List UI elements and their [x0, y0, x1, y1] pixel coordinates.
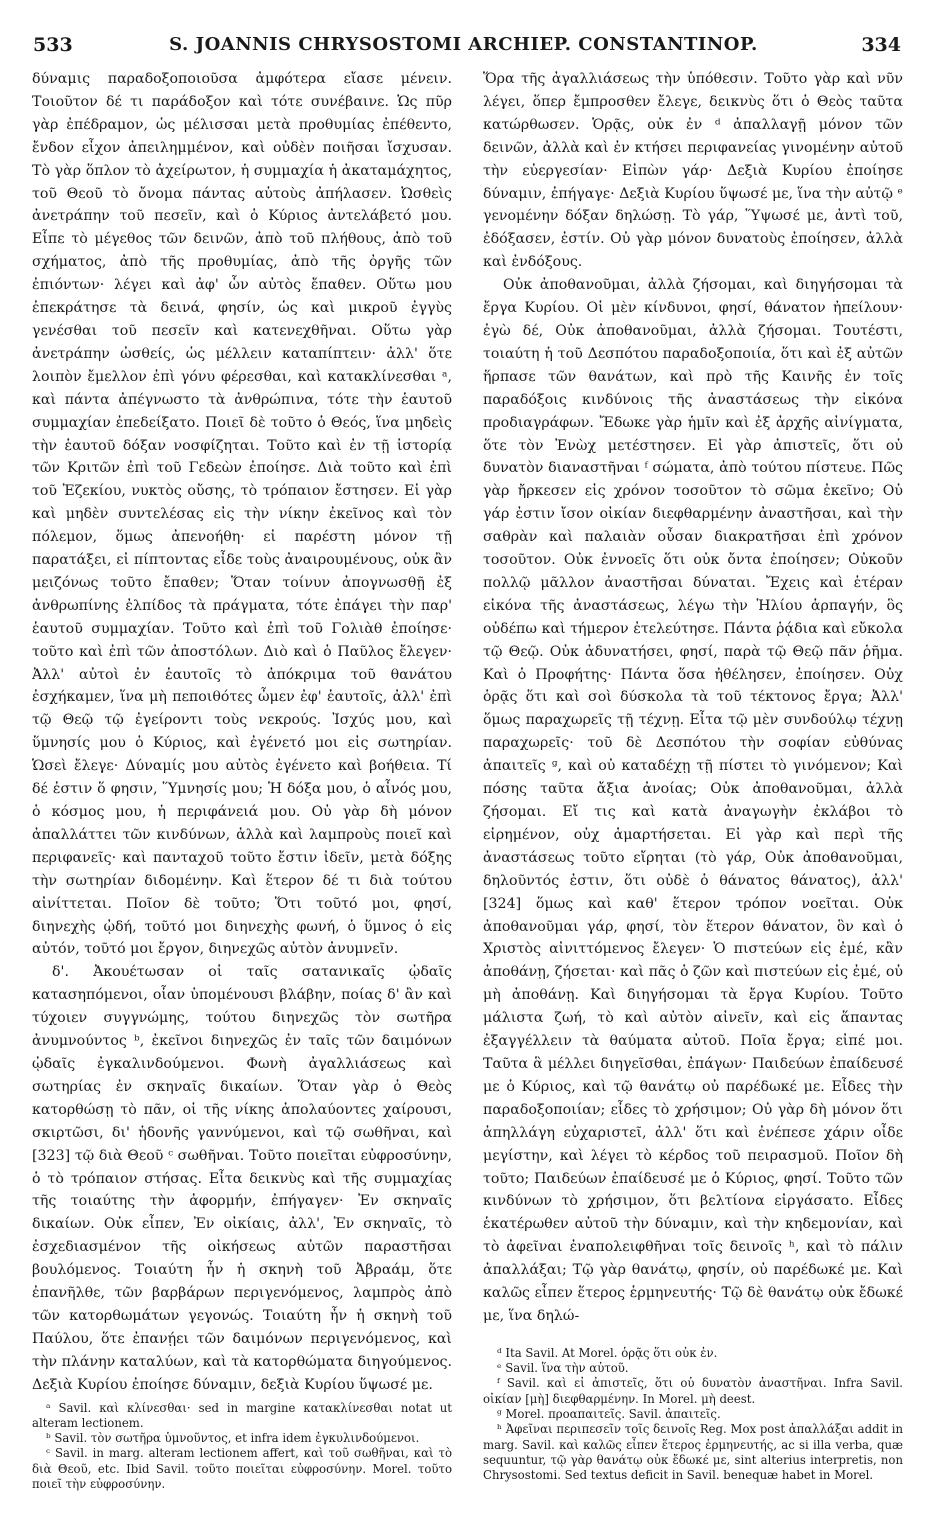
page-header [0, 0, 927, 70]
footnote-f: ᶠ Savil. καὶ εἰ ἀπιστεῖς, ὅτι οὐ δυνατὸν ἀναστῆναι. Infra Savil. οἰκίαν [μὴ] διεφθαρμένην. In Morel. μὴ deest. [483, 1376, 903, 1406]
footnote-b: ᵇ Savil. τὸν σωτῆρα ὑμνοῦντος, et infra idem ἐγκυλινδούμενοι. [46, 1431, 420, 1446]
left-paragraph-1: δύναμις παραδοξοποιοῦσα ἀμφότερα εἴασε μένειν. Τοιοῦτον δέ τι παράδοξον καὶ τότε συνέβαινε. Ὡς πῦρ γὰρ ἐπέδραμον, ὡς μέλισσαι μετὰ προθυμίας ἐπέθεντο, ἔνδον εἶχον ἀπειλημμένον, καὶ οὐδὲν ποιῆσαι ἴσχυσαν. Τὸ γὰρ ὅπλον τὸ ἀχείρωτον, ἡ συμμαχία ἡ ἀκαταμάχητος, τοῦ Θεοῦ τὸ ὄνομα πάντας αὐτοὺς ἀπήλασεν. Ὠσθεὶς ἀνετράπην τοῦ πεσεῖν, καὶ ὁ Κύριος ἀντελάβετό μου. Εἶπε τὸ μέγεθος τῶν δεινῶν, ἀπὸ τοῦ πλήθους, ἀπὸ τοῦ σχήματος, ἀπὸ τῆς προθυμίας, ἀπὸ τῆς ὀργῆς τῶν ἐπιόντων· λέγει καὶ ἀφ' ὧν αὐτὸς ἔπαθεν. Οὕτω μου ἐπεκράτησε τὰ δεινά, φησίν, ὡς καὶ μικροῦ ἐγγὺς γενέσθαι τοῦ πεσεῖν καὶ κατενεχθῆναι. Οὕτω γὰρ ἀνετράπην ὠσθείς, ὡς μέλλειν καταπίπτειν· ἀλλ' ὅτε λοιπὸν ἔμελλον ἐπὶ γόνυ φέρεσθαι, καὶ κατακλίνεσθαι ᵃ, καὶ πάντα ἀπέγνωστο τὰ ἀνθρώπινα, τότε τὴν ἑαυτοῦ συμμαχίαν ἐπεδείξατο. Ποιεῖ δὲ τοῦτο ὁ Θεός, ἵνα μηδεὶς τὴν ἑαυτοῦ δόξαν νοσφίζηται. Τοῦτο καὶ ἐν τῇ ἱστορίᾳ τῶν Κριτῶν ἐπὶ τοῦ Γεδεὼν ἐποίησε. Διὰ τοῦτο καὶ ἐπὶ τοῦ Ἐζεκίου, νυκτὸς οὔσης, τὸ τρόπαιον ἔστησεν. Εἰ γὰρ καὶ μηδὲν συντελέσας εἰς τὴν νίκην ἐκεῖνος καὶ τὸν πόλεμον, ὅμως ἀπενοήθη· εἰ παρέστη μόνον τῇ παρατάξει, εἰ πίπτοντας εἶδε τοὺς ἀναιρουμένους, οὐκ ἂν μειζόνως τοῦτο ἔπαθεν; Ὅταν τοίνυν ἀπογνωσθῇ ἐξ ἀνθρωπίνης ἐλπίδος τὰ πράγματα, τότε ἐπάγει τὴν παρ' ἑαυτοῦ συμμαχίαν. Τοῦτο καὶ ἐπὶ τοῦ Γολιὰθ ἐποίησε· τοῦτο καὶ ἐπὶ τῶν ἀποστόλων. Διὸ καὶ ὁ Παῦλος ἔλεγεν· Ἀλλ' αὐτοὶ ἐν ἑαυτοῖς τὸ ἀπόκριμα τοῦ θανάτου ἐσχήκαμεν, ἵνα μὴ πεποιθότες ὦμεν ἐφ' ἑαυτοῖς, ἀλλ' ἐπὶ τῷ Θεῷ τῷ ἐγείροντι τοὺς νεκρούς. Ἰσχύς μου, καὶ ὕμνησίς μου ὁ Κύριος, καὶ ἐγένετό μοι εἰς σωτηρίαν. Ὡσεὶ ἔλεγε· Δύναμίς μου αὐτὸς ἐγένετο καὶ βοήθεια. Τί δέ ἐστιν ὅ φησιν, Ὕμνησίς μου; Ἡ δόξα μου, ὁ αἶνός μου, ὁ κόσμος μου, ἡ περιφάνειά μου. Οὐ γὰρ δὴ μόνον ἀπαλλάττει τῶν κινδύνων, ἀλλὰ καὶ λαμπροὺς ποιεῖ καὶ περιφανεῖς· καὶ πανταχοῦ τοῦτο ἔστιν ἰδεῖν, μετὰ δόξης τὴν σωτηρίαν διδομένην. Καὶ ἕτερον δέ τι διὰ τούτου αἰνίττεται. Ποῖον δὲ τοῦτο; Ὅτι τοῦτό μοι, φησί, διηνεχὴς ᾠδή, τοῦτό μοι διηνεχὴς φωνή, ὁ ὕμνος ὁ εἰς αὐτόν, τοῦτό μοι ἔργον, διηνεχῶς αὐτὸν ἀνυμνεῖν. [32, 71, 452, 958]
right-column [483, 68, 903, 1530]
right-footnotes [483, 1346, 903, 1484]
footnote-d: ᵈ Ita Savil. At Morel. ὁρᾷς ὅτι οὐκ ἐν. [497, 1345, 718, 1360]
footnote-a: ᵃ Savil. καὶ κλίνεσθαι· sed in margine κατακλίνεσθαι notat ut alteram lectionem. [32, 1400, 452, 1430]
left-column [32, 68, 452, 1530]
footnote-g: ᵍ Morel. προαπαιτεῖς. Savil. ἀπαιτεῖς. [497, 1407, 721, 1422]
footnote-e: ᵉ Savil. ἵνα τὴν αὐτοῦ. [497, 1361, 629, 1376]
left-footnotes [32, 1401, 452, 1493]
footnote-h: ʰ Ἀφεῖναι περιπεσεῖν τοῖς δεινοῖς Reg. Mox post ἀπαλλάξαι addit in marg. Savil. καὶ καλῶς εἶπεν ἕτερος ἑρμηνευτής, ac si illa verba, quæ sequuntur, τῷ γὰρ θανάτῳ οὐκ ἔδωκέ με, sint alterius interpretis, non Chrysostomi. Sed textus deficit in Savil. benequæ habet in Morel. [483, 1422, 903, 1483]
left-paragraph-2: δ'. Ἀκουέτωσαν οἱ ταῖς σατανικαῖς ᾠδαῖς κατασηπόμενοι, οἷαν ὑπομένουσι βλάβην, ποίας δ' ἂν καὶ τύχοιεν συγγνώμης, τούτου διηνεχῶς τὸν σωτῆρα ἀνυμνούντος ᵇ, ἐκεῖνοι διηνεχῶς ἐν ταῖς τῶν δαιμόνων ᾠδαῖς ἐγκαλινδούμενοι. Φωνὴ ἀγαλλιάσεως καὶ σωτηρίας ἐν σκηναῖς δικαίων. Ὅταν γὰρ ὁ Θεὸς κατορθώσῃ τὸ πᾶν, οἱ τῆς νίκης ἀπολαύοντες χαίρουσι, σκιρτῶσι, δι' ἡδονῆς γαννύμενοι, καὶ τῷ σωθῆναι, καὶ [323] τῷ διὰ Θεοῦ ᶜ σωθῆναι. Τοῦτο ποιεῖται εὐφροσύνην, ὁ τὸ τρόπαιον στήσας. Εἶτα δεικνὺς καὶ τῆς συμμαχίας τῆς τοιαύτης τὴν ἀφορμήν, ἐπήγαγεν· Ἐν σκηναῖς δικαίων. Οὐκ εἶπεν, Ἐν οἰκίαις, ἀλλ', Ἐν σκηναῖς, τὸ ἐσχεδιασμένον τῆς οἰκήσεως αὐτῶν παραστῆσαι βουλόμενος. Τοιαύτη ἦν ἡ σκηνὴ τοῦ Ἀβραάμ, ὅτε ἐπανῆλθε, τῶν βαρβάρων περιγενόμενος, λαμπρὸς ἀπὸ τῶν κατορθωμάτων γεγονώς. Τοιαύτη ἦν ἡ σκηνὴ τοῦ Παύλου, ὅτε ἐπανῄει τῶν δαιμόνων περιγενόμενος, καὶ τὴν πλάνην καταλύων, καὶ τὰ κατορθώματα διηγούμενος. Δεξιὰ Κυρίου ἐποίησε δύναμιν, δεξιὰ Κυρίου ὕψωσέ με. [32, 964, 452, 1393]
right-paragraph-2: Οὐκ ἀποθανοῦμαι, ἀλλὰ ζήσομαι, καὶ διηγήσομαι τὰ ἔργα Κυρίου. Οἱ μὲν κίνδυνοι, φησί, θάνατον ἠπείλουν· ἐγὼ δέ, Οὐκ ἀποθανοῦμαι, ἀλλὰ ζήσομαι. Τουτέστι, τοιαύτη ἡ τοῦ Δεσπότου παραδοξοποιία, ὅτι καὶ ἐξ αὐτῶν ἥρπασε τῶν θανάτων, καὶ πρὸ τῆς Καινῆς ἐν τοῖς παραδόξοις κινδύνοις τῆς ἀναστάσεως τὴν εἰκόνα προδιαγράφων. Ἔδωκε γὰρ ἡμῖν καὶ ἐξ ἀρχῆς αἰνίγματα, ὅτε τὸν Ἐνὼχ μετέστησεν. Εἰ γὰρ ἀπιστεῖς, ὅτι οὐ δυνατὸν διαναστῆναι ᶠ σώματα, ἀπὸ τούτου πίστευε. Πῶς γὰρ ἤρκεσεν εἰς χρόνον τοσοῦτον τὸ σῶμα ἐκεῖνο; Οὐ γάρ ἐστιν ἴσον οἰκίαν διεφθαρμένην ἀναστῆσαι, καὶ τὴν σαθρὰν καὶ παλαιὰν οὖσαν διακρατῆσαι ἐπὶ χρόνον τοσοῦτον. Οὐκ ἐννοεῖς ὅτι οὐκ ὄντα ἐποίησεν; Οὐκοῦν πολλῷ μᾶλλον ἀναστῆσαι δύναται. Ἔχεις καὶ ἑτέραν εἰκόνα τῆς ἀναστάσεως, λέγω τὴν Ἡλίου ἁρπαγήν, ὃς οὐδέπω καὶ τήμερον ἐτελεύτησε. Πάντα ῥᾴδια καὶ εὔκολα τῷ Θεῷ. Οὐκ ἀδυνατήσει, φησί, παρὰ τῷ Θεῷ πᾶν ῥῆμα. Καὶ ὁ Προφήτης· Πάντα ὅσα ἠθέλησεν, ἐποίησεν. Οὐχ ὁρᾷς ὅτι καὶ σοὶ δύσκολα τὰ τοῦ τέκτονος ἔργα; Ἀλλ' ὅμως παραχωρεῖς τῇ τέχνῃ. Εἶτα τῷ μὲν συνδούλῳ τέχνῃ παραχωρεῖς· τοῦ δὲ Δεσπότου τὴν σοφίαν εὐθύνας ἀπαιτεῖς ᵍ, καὶ οὐ καταδέχῃ τῇ πίστει τὸ γινόμενον; Καὶ πόσης ταῦτα ἄξια ἀνοίας; Οὐκ ἀποθανοῦμαι, ἀλλὰ ζήσομαι. Εἴ τις καὶ κατὰ ἀναγωγὴν ἐκλάβοι τὸ εἰρημένον, οὐχ ἁμαρτήσεται. Εἰ γὰρ καὶ περὶ τῆς ἀναστάσεως τοῦτο εἴρηται (τὸ γάρ, Οὐκ ἀποθανοῦμαι, δηλοῦντός ἐστιν, ὅτι οὐδὲ ὁ θάνατος θάνατος), ἀλλ' [324] ὅμως καὶ καθ' ἕτερον τρόπον νοεῖται. Οὐκ ἀποθανοῦμαι γάρ, φησί, τὸν ἕτερον θάνατον, ὃν καὶ ὁ Χριστὸς αἰνιττόμενος ἔλεγεν· Ὁ πιστεύων εἰς ἐμέ, κἂν ἀποθάνῃ, ζήσεται· καὶ πᾶς ὁ ζῶν καὶ πιστεύων εἰς ἐμέ, οὐ μὴ ἀποθάνῃ. Καὶ διηγήσομαι τὰ ἔργα Κυρίου. Τοῦτο μάλιστα ζωή, τὸ καὶ αὐτὸν αἰνεῖν, καὶ εἰς ἅπαντας ἐξαγγέλλειν τὰ θαύματα αὐτοῦ. Ποῖα ἔργα; εἰπέ μοι. Ταῦτα ἃ μέλλει διηγεῖσθαι, ἐπάγων· Παιδεύων ἐπαίδευσέ με ὁ Κύριος, καὶ τῷ θανάτῳ οὐ παρέδωκέ με. Εἶδες τὴν παραδοξοποιίαν; εἶδες τὸ χρήσιμον; Οὐ γὰρ δὴ μόνον ὅτι ἀπηλλάγη εὐχαριστεῖ, ἀλλ' ὅτι καὶ ἐνέπεσε χάριν οἶδε μεγίστην, καὶ λέγει τὸ κέρδος τοῦ πειρασμοῦ. Ποῖον δὴ τοῦτο; Παιδεύων ἐπαίδευσέ με ὁ Κύριος, φησί. Τοῦτο τῶν κινδύνων τὸ χρήσιμον, ὅτι βελτίονα εἰργάσατο. Εἶδες ἑκατέρωθεν αὐτοῦ τὴν δύναμιν, καὶ τὴν κηδεμονίαν, καὶ τὸ ἀφεῖναι ἐναπολειφθῆναι τοῖς δεινοῖς ʰ, καὶ τὸ πάλιν ἀπαλλάξαι; Τῷ γὰρ θανάτῳ, φησίν, οὐ παρέδωκέ με. Καὶ καλῶς εἶπεν ἕτερος ἑρμηνευτής· Τῷ δὲ θανάτῳ οὐκ ἔδωκέ με, ἵνα δηλώ- [483, 277, 903, 1324]
footnote-c: ᶜ Savil. in marg. alteram lectionem affert, καὶ τοῦ σωθῆναι, καὶ τὸ διὰ Θεοῦ, etc. Ibid Savil. τοῦτο ποιεῖται εὐφροσύνην. Morel. τοῦτο ποιεῖ τὴν εὐφροσύνην. [32, 1446, 452, 1492]
right-paragraph-1: Ὅρα τῆς ἀγαλλιάσεως τὴν ὑπόθεσιν. Τοῦτο γὰρ καὶ νῦν λέγει, ὅπερ ἔμπροσθεν ἔλεγε, δεικνὺς ὅτι ὁ Θεὸς ταῦτα κατώρθωσεν. Ὁρᾷς, οὐκ ἐν ᵈ ἀπαλλαγῇ μόνον τῶν δεινῶν, ἀλλὰ καὶ ἐν κτήσει περιφανείας γινομένην αὐτοῦ τὴν εὐεργεσίαν· Εἰπὼν γάρ· Δεξιὰ Κυρίου ἐποίησε δύναμιν, ἐπήγαγε· Δεξιὰ Κυρίου ὕψωσέ με, ἵνα τὴν αὐτῷ ᵉ γενομένην δόξαν δηλώσῃ. Τὸ γάρ, Ὕψωσέ με, ἀντὶ τοῦ, ἐδόξασεν, ἐστίν. Οὐ γὰρ μόνον δυνατοὺς ἐποίησεν, ἀλλὰ καὶ ἐνδόξους. [483, 71, 903, 271]
page-number-left: 533 [33, 34, 73, 56]
page-number-right: 334 [861, 34, 901, 56]
running-title: S. JOANNIS CHRYSOSTOMI ARCHIEP. CONSTANTINOP. [169, 34, 758, 55]
